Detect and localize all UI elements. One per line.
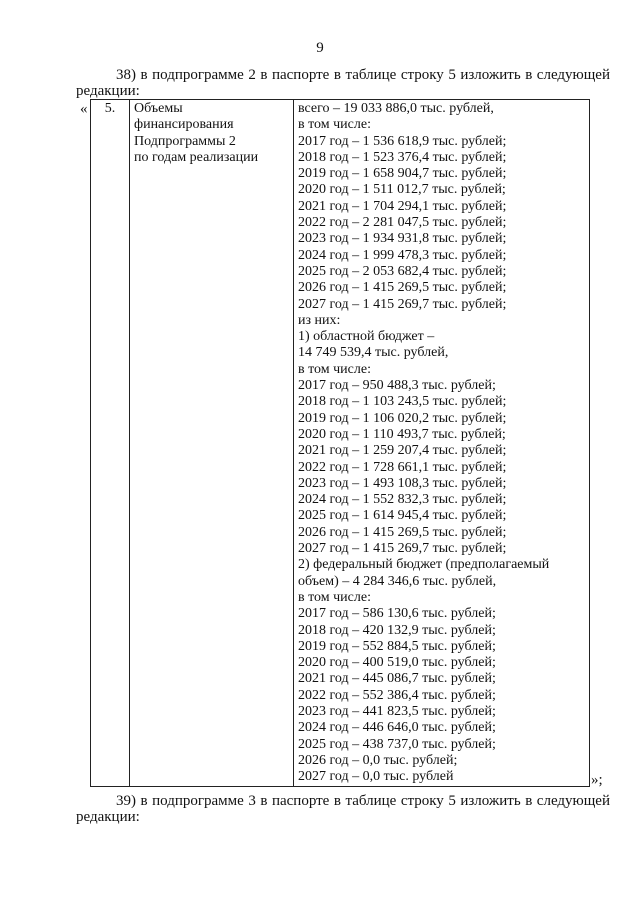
closing-quote: »; [591, 772, 603, 788]
funding-line: 2024 год – 1 552 832,3 тыс. рублей; [298, 492, 507, 508]
funding-line: объем) – 4 284 346,6 тыс. рублей, [298, 573, 497, 589]
funding-line: 2022 год – 552 386,4 тыс. рублей; [298, 687, 496, 703]
row-name-line: финансирования [134, 117, 234, 133]
funding-line: 2018 год – 420 132,9 тыс. рублей; [298, 622, 496, 638]
funding-line: 2018 год – 1 103 243,5 тыс. рублей; [298, 394, 507, 410]
funding-line: 2017 год – 586 130,6 тыс. рублей; [298, 606, 496, 622]
funding-line: 2022 год – 2 281 047,5 тыс. рублей; [298, 215, 507, 231]
funding-line: 2018 год – 1 523 376,4 тыс. рублей; [298, 149, 507, 165]
funding-line: 2027 год – 0,0 тыс. рублей [298, 769, 454, 785]
funding-line: 2021 год – 445 086,7 тыс. рублей; [298, 671, 496, 687]
funding-line: 2026 год – 1 415 269,5 тыс. рублей; [298, 524, 507, 540]
funding-line: 2020 год – 400 519,0 тыс. рублей; [298, 655, 496, 671]
funding-line: 2023 год – 1 934 931,8 тыс. рублей; [298, 231, 507, 247]
row-name-line: по годам реализации [134, 149, 259, 165]
funding-line: всего – 19 033 886,0 тыс. рублей, [298, 101, 494, 116]
funding-line: 2017 год – 1 536 618,9 тыс. рублей; [298, 133, 507, 149]
funding-line: 2026 год – 0,0 тыс. рублей; [298, 752, 458, 768]
funding-line: 2021 год – 1 259 207,4 тыс. рублей; [298, 443, 507, 459]
funding-line: 2022 год – 1 728 661,1 тыс. рублей; [298, 459, 507, 475]
funding-line: 2027 год – 1 415 269,7 тыс. рублей; [298, 296, 507, 312]
funding-line: 2020 год – 1 110 493,7 тыс. рублей; [298, 426, 506, 442]
funding-line: 2) федеральный бюджет (предполагаемый [298, 557, 550, 573]
funding-line: 2021 год – 1 704 294,1 тыс. рублей; [298, 198, 507, 214]
funding-line: 1) областной бюджет – [298, 329, 435, 345]
paragraph-item-38 [76, 67, 610, 99]
funding-line: 14 749 539,4 тыс. рублей, [298, 345, 449, 361]
row-number-cell: 5. [91, 100, 130, 787]
funding-line: 2020 год – 1 511 012,7 тыс. рублей; [298, 182, 506, 198]
funding-line: из них: [298, 312, 341, 328]
funding-line: в том числе: [298, 361, 371, 377]
funding-line: 2017 год – 950 488,3 тыс. рублей; [298, 378, 496, 394]
funding-line: 2024 год – 1 999 478,3 тыс. рублей; [298, 247, 507, 263]
funding-line: 2019 год – 1 658 904,7 тыс. рублей; [298, 166, 507, 182]
funding-line: 2019 год – 1 106 020,2 тыс. рублей; [298, 410, 507, 426]
table-row [91, 100, 590, 787]
paragraph-item-38-line2: редакции: [76, 83, 140, 99]
funding-line: 2023 год – 441 823,5 тыс. рублей; [298, 703, 496, 719]
paragraph-item-39 [76, 793, 610, 825]
row-name-line: Объемы [134, 101, 183, 116]
funding-line: 2024 год – 446 646,0 тыс. рублей; [298, 720, 496, 736]
row-name-line: Подпрограммы 2 [134, 133, 236, 149]
funding-line: 2023 год – 1 493 108,3 тыс. рублей; [298, 475, 507, 491]
funding-line: в том числе: [298, 117, 371, 133]
row-values-cell [294, 100, 590, 787]
funding-line: в том числе: [298, 589, 371, 605]
funding-line: 2026 год – 1 415 269,5 тыс. рублей; [298, 280, 507, 296]
passport-table [90, 99, 590, 787]
paragraph-item-39-line1: 39) в подпрограмме 3 в паспорте в таблице строку 5 изложить в следующей [116, 793, 610, 809]
funding-line: 2027 год – 1 415 269,7 тыс. рублей; [298, 541, 507, 557]
row-name-cell [130, 100, 294, 787]
funding-line: 2025 год – 438 737,0 тыс. рублей; [298, 736, 496, 752]
funding-line: 2025 год – 2 053 682,4 тыс. рублей; [298, 263, 507, 279]
paragraph-item-39-line2: редакции: [76, 809, 140, 825]
paragraph-item-38-line1: 38) в подпрограмме 2 в паспорте в таблице строку 5 изложить в следующей [116, 67, 610, 83]
opening-quote: « [80, 101, 88, 117]
funding-line: 2019 год – 552 884,5 тыс. рублей; [298, 638, 496, 654]
funding-line: 2025 год – 1 614 945,4 тыс. рублей; [298, 508, 507, 524]
page-number: 9 [316, 40, 324, 56]
